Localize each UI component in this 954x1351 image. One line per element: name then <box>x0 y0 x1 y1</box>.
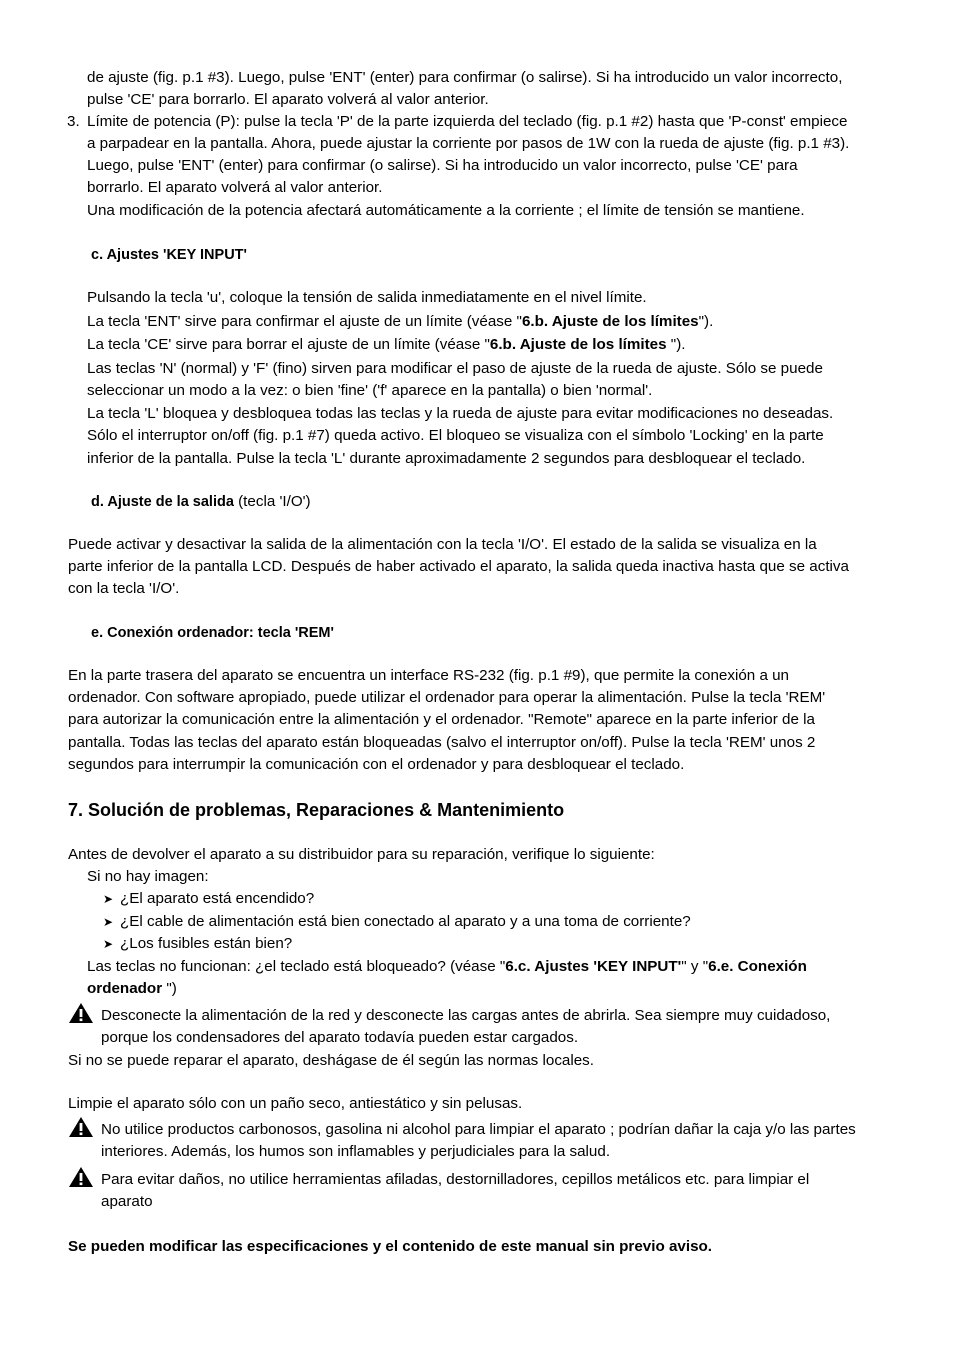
section-c-p1: Pulsando la tecla 'u', coloque la tensión de salida inmediatamente en el nivel límite. <box>87 289 647 306</box>
section-e-line4: pantalla. Todas las teclas del aparato están bloqueadas (salvo el interruptor on/off). Pulse la tecla 'REM' unos 2 <box>68 734 816 751</box>
check-item: ¿El cable de alimentación está bien conectado al aparato y a una toma de corriente? <box>120 913 691 930</box>
keys-line1: Las teclas no funcionan: ¿el teclado está bloqueado? (véase "6.c. Ajustes 'KEY INPUT'" y "6.e. Conexión <box>87 958 807 975</box>
keys-line2: ordenador ") <box>87 980 177 997</box>
section-e-heading: e. Conexión ordenador: tecla 'REM' <box>91 625 334 641</box>
section-e-line5: segundos para interrumpir la comunicación con el ordenador y para desbloquear el teclado. <box>68 756 685 773</box>
warning-icon <box>68 1002 94 1024</box>
section-d-heading: d. Ajuste de la salida (tecla 'I/O') <box>91 493 311 510</box>
warning-icon <box>68 1116 94 1138</box>
section-c-p5-line3: inferior de la pantalla. Pulse la tecla 'L' durante aproximadamente 2 segundos para desbloquear el teclado. <box>87 450 806 467</box>
section-7-heading: 7. Solución de problemas, Reparaciones & Mantenimiento <box>68 800 565 820</box>
no-image-label: Si no hay imagen: <box>87 868 209 885</box>
section-d-line2: parte inferior de la pantalla LCD. Después de haber activado el aparato, la salida queda inactiva hasta que se activa <box>68 558 849 575</box>
item3-number: 3. <box>67 113 80 130</box>
warning3-line1: Para evitar daños, no utilice herramientas afiladas, destornilladores, cepillos metálicos etc. para limpiar el <box>101 1171 810 1188</box>
warning1-line2: porque los condensadores del aparato todavía pueden estar cargados. <box>101 1029 579 1046</box>
item2-line2: pulse 'CE' para borrarlo. El aparato volverá al valor anterior. <box>87 91 489 108</box>
warning3-line2: aparato <box>101 1193 153 1210</box>
dispose-line: Si no se puede reparar el aparato, deshágase de él según las normas locales. <box>68 1052 594 1069</box>
arrow-bullet-icon: ➤ <box>103 915 114 929</box>
item3-line5: Una modificación de la potencia afectará automáticamente a la corriente ; el límite de tensión se mantiene. <box>87 202 805 219</box>
item3-line4: borrarlo. El aparato volverá al valor anterior. <box>87 179 383 196</box>
section-c-p4-line2: seleccionar un modo a la vez: o bien 'fine' ('f' aparece en la pantalla) o bien 'normal'. <box>87 382 653 399</box>
item3-line1: Límite de potencia (P): pulse la tecla 'P' de la parte izquierda del teclado (fig. p.1 #2) hasta que 'P-const' empiece <box>87 113 848 130</box>
section-c-p5-line2: Sólo el interruptor on/off (fig. p.1 #7) queda activo. El bloqueo se visualiza con el símbolo 'Locking' en la parte <box>87 427 824 444</box>
section-7-intro: Antes de devolver el aparato a su distribuidor para su reparación, verifique lo siguiente: <box>68 846 655 863</box>
section-c-p4-line1: Las teclas 'N' (normal) y 'F' (fino) sirven para modificar el paso de ajuste de la rueda de ajuste. Sólo se puede <box>87 360 823 377</box>
item2-line1: de ajuste (fig. p.1 #3). Luego, pulse 'ENT' (enter) para confirmar (o salirse). Si ha introducido un valor incorrecto, <box>87 69 843 86</box>
section-c-heading: c. Ajustes 'KEY INPUT' <box>91 247 247 263</box>
section-d-line1: Puede activar y desactivar la salida de la alimentación con la tecla 'I/O'. El estado de la salida se visualiza en la <box>68 536 817 553</box>
section-e-line1: En la parte trasera del aparato se encuentra un interface RS-232 (fig. p.1 #9), que permite la conexión a un <box>68 667 789 684</box>
footer-note: Se pueden modificar las especificaciones y el contenido de este manual sin previo aviso. <box>68 1238 713 1255</box>
arrow-bullet-icon: ➤ <box>103 937 114 951</box>
section-e-line3: para autorizar la comunicación entre la alimentación y el ordenador. "Remote" aparece en la parte inferior de la <box>68 711 815 728</box>
section-d-line3: con la tecla 'I/O'. <box>68 580 180 597</box>
warning-icon <box>68 1166 94 1188</box>
arrow-bullet-icon: ➤ <box>103 892 114 906</box>
warning2-line2: interiores. Además, los humos son inflamables y perjudiciales para la salud. <box>101 1143 611 1160</box>
check-item: ¿El aparato está encendido? <box>120 890 315 907</box>
clean-line: Limpie el aparato sólo con un paño seco, antiestático y sin pelusas. <box>68 1095 523 1112</box>
section-c-p2: La tecla 'ENT' sirve para confirmar el ajuste de un límite (véase "6.b. Ajuste de los límites"). <box>87 313 714 330</box>
item3-line2: a parpadear en la pantalla. Ahora, puede ajustar la corriente por pasos de 1W con la rueda de ajuste (fig. p.1 #3). <box>87 135 850 152</box>
item3-line3: Luego, pulse 'ENT' (enter) para confirmar (o salirse). Si ha introducido un valor incorrecto, pulse 'CE' para <box>87 157 798 174</box>
section-c-p3: La tecla 'CE' sirve para borrar el ajuste de un límite (véase "6.b. Ajuste de los límites "). <box>87 336 686 353</box>
warning1-line1: Desconecte la alimentación de la red y desconecte las cargas antes de abrirla. Sea siempre muy cuidadoso, <box>101 1007 831 1024</box>
check-item: ¿Los fusibles están bien? <box>120 935 293 952</box>
section-c-p5-line1: La tecla 'L' bloquea y desbloquea todas las teclas y la rueda de ajuste para evitar modificaciones no deseadas. <box>87 405 834 422</box>
section-e-line2: ordenador. Con software apropiado, puede utilizar el ordenador para operar la alimentación. Pulse la tecla 'REM' <box>68 689 826 706</box>
warning2-line1: No utilice productos carbonosos, gasolina ni alcohol para limpiar el aparato ; podrían dañar la caja y/o las partes <box>101 1121 856 1138</box>
